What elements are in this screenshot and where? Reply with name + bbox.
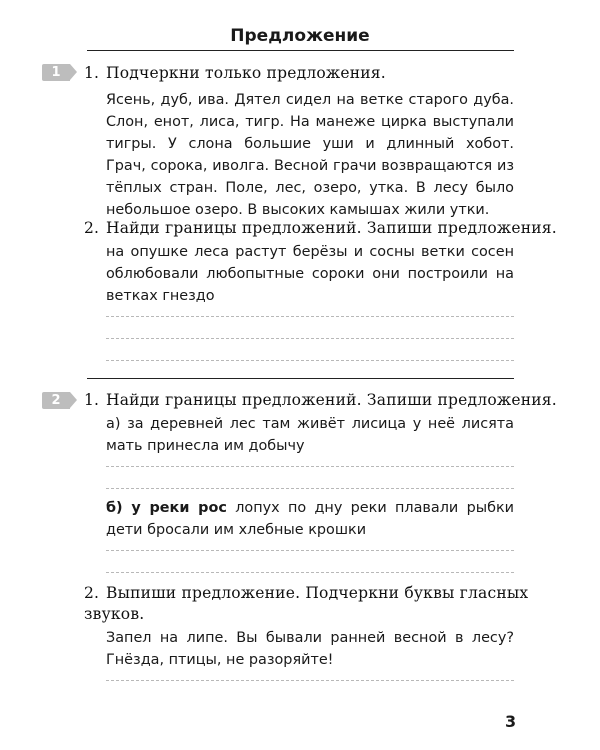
exercise-text xyxy=(106,241,514,307)
answer-line[interactable] xyxy=(106,550,514,551)
title-rule xyxy=(87,50,514,51)
task-instruction: Найди границы предложений. Запиши предложения. xyxy=(106,219,557,237)
exercise-text xyxy=(106,89,514,221)
answer-line[interactable] xyxy=(106,572,514,573)
exercise-line: на опушке леса растут берёзы и сосны ветки сосен xyxy=(106,244,514,260)
exercise-line: Запел на липе. Вы бывали ранней весной в лесу? xyxy=(106,630,514,646)
exercise-line: Грач, сорока, иволга. Весной грачи возвращаются из xyxy=(106,158,514,174)
variant-badge-2: 2 xyxy=(42,392,70,409)
answer-line[interactable] xyxy=(106,338,514,339)
text-fragment: лопух по дну реки плавали рыбки xyxy=(235,500,514,516)
answer-line[interactable] xyxy=(106,488,514,489)
exercise-line xyxy=(106,497,514,519)
task-number: 2. xyxy=(84,584,100,602)
exercise-line: тигры. У слона большие уши и длинный хобот. xyxy=(106,136,514,152)
exercise-line: облюбовали любопытные сороки они построили на xyxy=(106,266,514,282)
task-number: 1. xyxy=(84,391,100,409)
answer-line[interactable] xyxy=(106,360,514,361)
exercise-text xyxy=(106,413,514,457)
exercise-line: а) за деревней лес там живёт лисица у неё лисята xyxy=(106,416,514,432)
variant-badge-1: 1 xyxy=(42,64,70,81)
answer-line[interactable] xyxy=(106,680,514,681)
task-number: 2. xyxy=(84,219,100,237)
exercise-line: Гнёзда, птицы, не разоряйте! xyxy=(106,652,334,668)
exercise-line: Слон, енот, лиса, тигр. На манеже цирка выступали xyxy=(106,114,514,130)
page-number: 3 xyxy=(505,712,517,731)
answer-line[interactable] xyxy=(106,316,514,317)
page-title: Предложение xyxy=(230,26,370,46)
task-instruction: Выпиши предложение. Подчеркни буквы гласных xyxy=(106,584,529,602)
exercise-line: небольшое озеро. В высоких камышах жили утки. xyxy=(106,202,490,218)
exercise-line: дети бросали им хлебные крошки xyxy=(106,522,367,538)
exercise-line: тёплых стран. Поле, лес, озеро, утка. В лесу было xyxy=(106,180,514,196)
bold-fragment: б) у реки рос xyxy=(106,500,227,516)
task-instruction: звуков. xyxy=(84,605,145,623)
exercise-line: ветках гнездо xyxy=(106,288,215,304)
exercise-line: мать принесла им добычу xyxy=(106,438,305,454)
exercise-line: Ясень, дуб, ива. Дятел сидел на ветке старого дуба. xyxy=(106,92,514,108)
task-instruction: Подчеркни только предложения. xyxy=(106,64,386,82)
task-number: 1. xyxy=(84,64,100,82)
exercise-text xyxy=(106,627,514,671)
task-instruction: Найди границы предложений. Запиши предложения. xyxy=(106,391,557,409)
answer-line[interactable] xyxy=(106,466,514,467)
exercise-text xyxy=(106,497,514,541)
section-divider xyxy=(87,378,514,379)
